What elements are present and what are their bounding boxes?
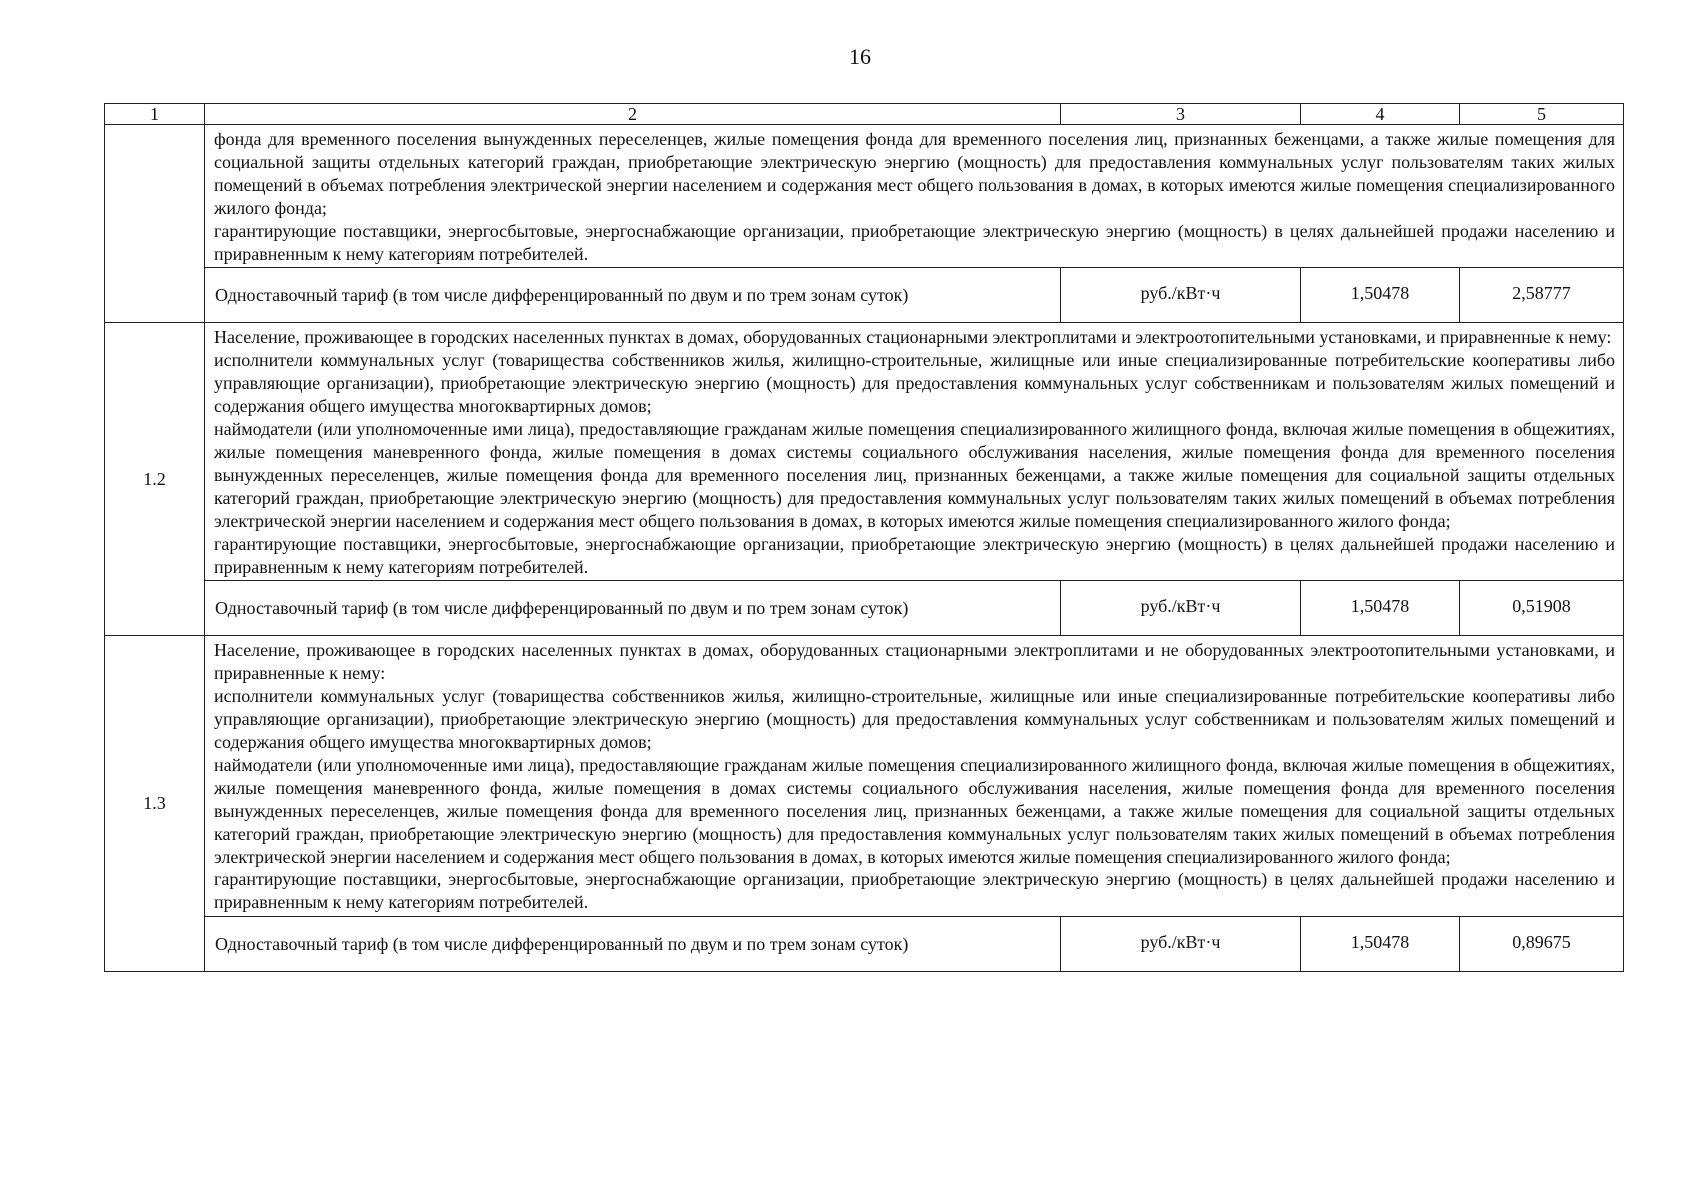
tariff-value-col5: 2,58777 (1460, 268, 1624, 323)
description-paragraph: исполнители коммунальных услуг (товарищества собственников жилья, жилищно-строительные, жилищные или иные специализированные потребительские кооперативы либо управляющие организации), приобретающие электрическую энергию (мощность) для предоставления коммунальных услуг собственникам и пользователям жилых помещений и содержания общего имущества многоквартирных домов; (214, 350, 1615, 417)
tariff-row (105, 268, 1624, 323)
consumer-description (205, 636, 1624, 917)
tariff-value-col5: 0,89675 (1460, 917, 1624, 972)
description-paragraph: гарантирующие поставщики, энергосбытовые, энергоснабжающие организации, приобретающие электрическую энергию (мощность) в целях дальнейшей продажи населению и приравненным к нему категориям потребителей. (214, 869, 1615, 913)
row-number-empty (105, 125, 205, 323)
column-number-5: 5 (1460, 104, 1624, 125)
tariff-value-col4: 1,50478 (1301, 917, 1460, 972)
consumer-description (205, 125, 1624, 268)
tariff-unit: руб./кВт·ч (1061, 917, 1301, 972)
description-paragraph: гарантирующие поставщики, энергосбытовые, энергоснабжающие организации, приобретающие электрическую энергию (мощность) в целях дальнейшей продажи населению и приравненным к нему категориям потребителей. (214, 533, 1615, 577)
column-number-4: 4 (1301, 104, 1460, 125)
description-paragraph: Население, проживающее в городских населенных пунктах в домах, оборудованных стационарными электроплитами и не оборудованных электроотопительными установками, и приравненные к нему: (214, 640, 1615, 684)
description-paragraph: наймодатели (или уполномоченные ими лица), предоставляющие гражданам жилые помещения специализированного жилищного фонда, включая жилые помещения в общежитиях, жилые помещения маневренного фонда, жилые помещения в домах системы социального обслуживания населения, жилые помещения фонда для временного поселения вынужденных переселенцев, жилые помещения фонда для временного поселения лиц, признанных беженцами, а также жилые помещения для социальной защиты отдельных категорий граждан, приобретающие электрическую энергию (мощность) для предоставления коммунальных услуг пользователям таких жилых помещений в объемах потребления электрической энергии населением и содержания мест общего пользования в домах, в которых имеются жилые помещения специализированного жилого фонда; (214, 419, 1615, 531)
tariff-row (105, 581, 1624, 636)
tariff-name: Одноставочный тариф (в том числе дифференцированный по двум и по трем зонам суток) (205, 581, 1061, 636)
column-number-header-row (105, 104, 1624, 125)
description-paragraph: фонда для временного поселения вынужденных переселенцев, жилые помещения фонда для временного поселения лиц, признанных беженцами, а также жилые помещения для социальной защиты отдельных категорий граждан, приобретающие электрическую энергию (мощность) для предоставления коммунальных услуг пользователям таких жилых помещений в объемах потребления электрической энергии населением и содержания мест общего пользования в домах, в которых имеются жилые помещения специализированного жилого фонда; (214, 129, 1615, 218)
continuation-description-row (105, 125, 1624, 268)
tariff-table (104, 103, 1624, 972)
consumer-description (205, 323, 1624, 581)
row-number: 1.2 (105, 323, 205, 636)
row-number: 1.3 (105, 636, 205, 972)
tariff-name: Одноставочный тариф (в том числе дифференцированный по двум и по трем зонам суток) (205, 268, 1061, 323)
description-paragraph: исполнители коммунальных услуг (товарищества собственников жилья, жилищно-строительные, жилищные или иные специализированные потребительские кооперативы либо управляющие организации), приобретающие электрическую энергию (мощность) для предоставления коммунальных услуг собственникам и пользователям жилых помещений и содержания общего имущества многоквартирных домов; (214, 686, 1615, 753)
section-description-row (105, 323, 1624, 581)
tariff-name: Одноставочный тариф (в том числе дифференцированный по двум и по трем зонам суток) (205, 917, 1061, 972)
description-paragraph: Население, проживающее в городских населенных пунктах в домах, оборудованных стационарными электроплитами и электроотопительными установками, и приравненные к нему: (214, 327, 1612, 348)
section-description-row (105, 636, 1624, 917)
column-number-3: 3 (1061, 104, 1301, 125)
tariff-unit: руб./кВт·ч (1061, 268, 1301, 323)
tariff-value-col5: 0,51908 (1460, 581, 1624, 636)
page-number: 16 (849, 44, 871, 69)
tariff-value-col4: 1,50478 (1301, 268, 1460, 323)
tariff-unit: руб./кВт·ч (1061, 581, 1301, 636)
column-number-1: 1 (105, 104, 205, 125)
description-paragraph: наймодатели (или уполномоченные ими лица), предоставляющие гражданам жилые помещения специализированного жилищного фонда, включая жилые помещения в общежитиях, жилые помещения маневренного фонда, жилые помещения в домах системы социального обслуживания населения, жилые помещения фонда для временного поселения вынужденных переселенцев, жилые помещения фонда для временного поселения лиц, признанных беженцами, а также жилые помещения для социальной защиты отдельных категорий граждан, приобретающие электрическую энергию (мощность) для предоставления коммунальных услуг пользователям таких жилых помещений в объемах потребления электрической энергии населением и содержания мест общего пользования в домах, в которых имеются жилые помещения специализированного жилого фонда; (214, 754, 1615, 867)
column-number-2: 2 (205, 104, 1061, 125)
tariff-row (105, 917, 1624, 972)
description-paragraph: гарантирующие поставщики, энергосбытовые, энергоснабжающие организации, приобретающие электрическую энергию (мощность) в целях дальнейшей продажи населению и приравненным к нему категориям потребителей. (214, 220, 1615, 264)
tariff-value-col4: 1,50478 (1301, 581, 1460, 636)
